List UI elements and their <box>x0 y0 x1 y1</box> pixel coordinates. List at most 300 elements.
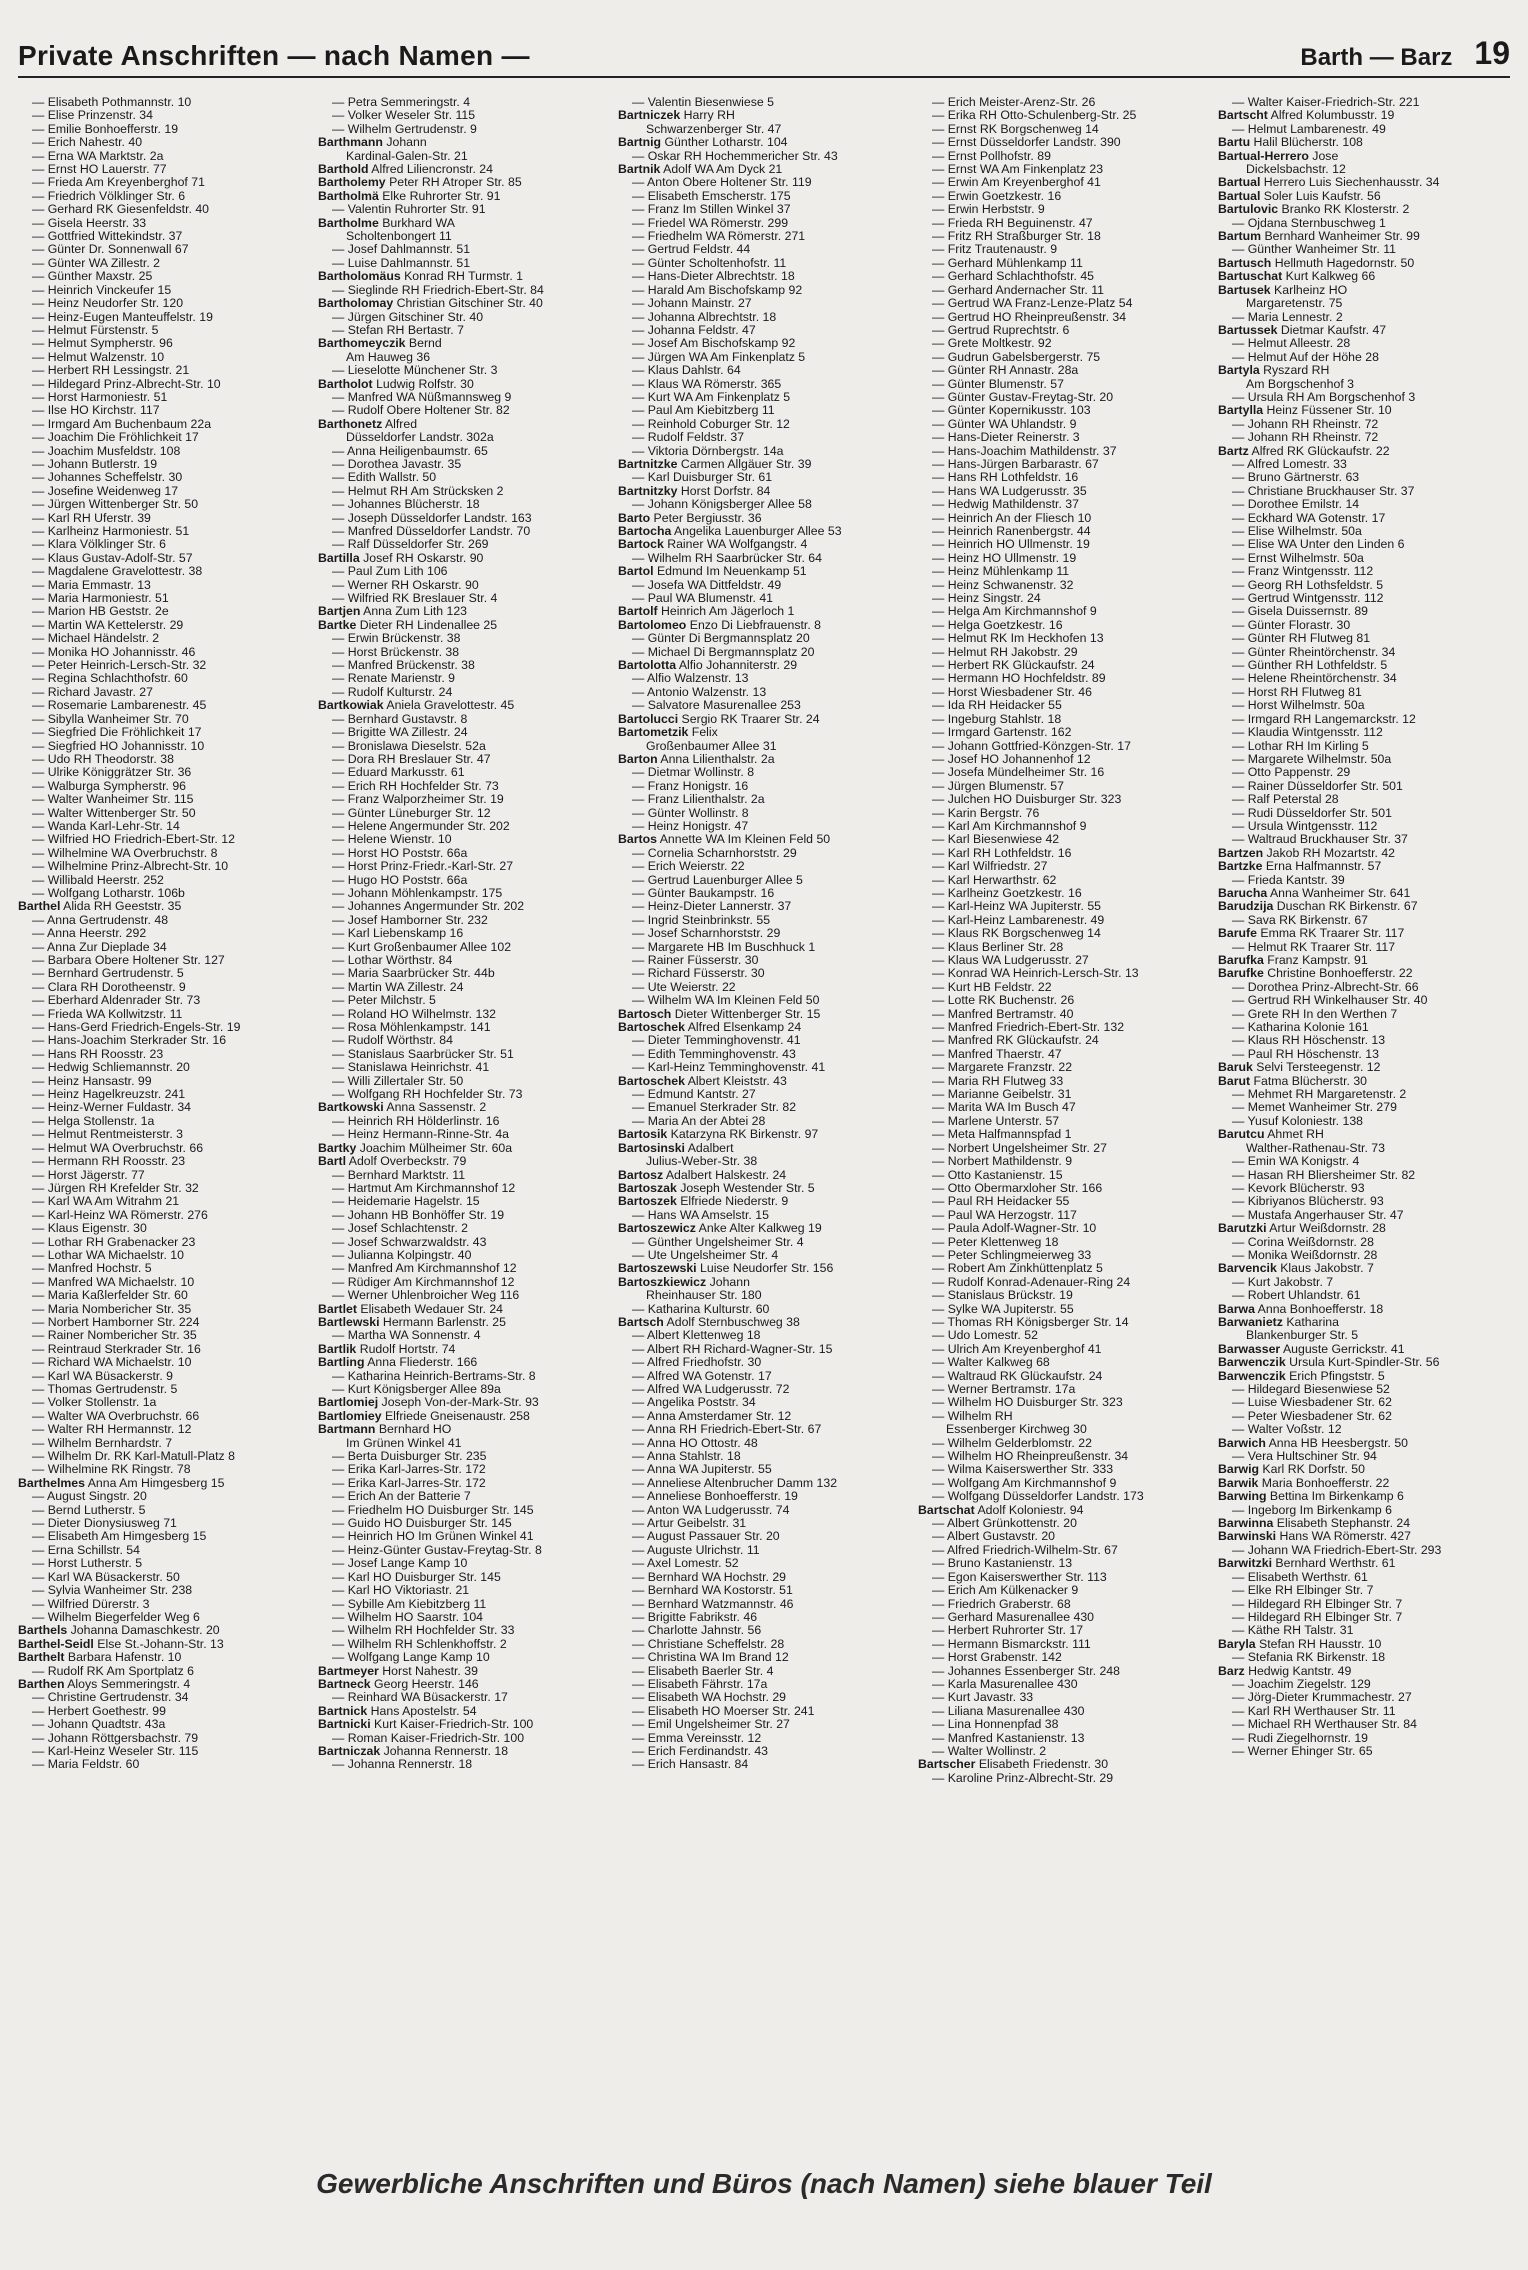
directory-entry: — Charlotte Jahnstr. 56 <box>632 1624 762 1638</box>
directory-entry: — Gertrud Wintgensstr. 112 <box>1232 592 1384 606</box>
directory-entry: Bartsch Adolf Sternbuschweg 38 <box>618 1315 800 1329</box>
directory-entry: — Günter Dr. Sonnenwall 67 <box>32 243 189 257</box>
name-range: Barth — Barz <box>1300 44 1453 71</box>
directory-entry: — Katharina Heinrich-Bertrams-Str. 8 <box>332 1369 536 1383</box>
directory-entry: — Anna WA Jupiterstr. 55 <box>632 1463 772 1477</box>
directory-entry: — Helga Am Kirchmannshof 9 <box>932 605 1097 619</box>
directory-entry: — Josef Dahlmannstr. 51 <box>332 243 471 257</box>
directory-entry: Bartscher Elisabeth Friedenstr. 30 <box>918 1758 1109 1772</box>
directory-entry: — Konrad WA Heinrich-Lersch-Str. 13 <box>932 967 1139 981</box>
directory-column <box>918 96 1210 1785</box>
directory-entry: — Roland HO Wilhelmstr. 132 <box>332 1007 497 1021</box>
directory-entry: — Hermann Bismarckstr. 111 <box>932 1637 1091 1651</box>
directory-entry: — Michael Händelstr. 2 <box>32 632 160 646</box>
directory-entry: Bartscht Alfred Kolumbusstr. 19 <box>1218 109 1395 123</box>
surname: Barufe <box>1218 927 1257 941</box>
directory-entry: — Wilhelm Bernhardstr. 7 <box>32 1436 173 1450</box>
directory-entry: Barucha Anna Wanheimer Str. 641 <box>1218 886 1411 900</box>
surname: Bartke <box>318 618 357 632</box>
directory-entry: — Erich Meister-Arenz-Str. 26 <box>932 96 1096 109</box>
directory-entry: — Erwin Herbststr. 9 <box>932 203 1045 217</box>
directory-entry: Barthonetz Alfred <box>318 417 418 431</box>
directory-entry: Barwasser Auguste Gerrickstr. 41 <box>1218 1342 1405 1356</box>
directory-entry: — Kibriyanos Blücherstr. 93 <box>1232 1195 1384 1209</box>
directory-entry: — Erika Karl-Jarres-Str. 172 <box>332 1463 486 1477</box>
surname: Bartmann <box>318 1423 376 1437</box>
directory-entry: — Anton Obere Holtener Str. 119 <box>632 176 812 190</box>
directory-entry: — Emilie Bonhoefferstr. 19 <box>32 122 179 136</box>
directory-entry: — Liliana Masurenallee 430 <box>932 1704 1085 1718</box>
directory-entry: — Erna WA Marktstr. 2a <box>32 149 164 163</box>
directory-entry: Julius-Weber-Str. 38 <box>646 1155 758 1169</box>
page-number: 19 <box>1474 35 1510 71</box>
directory-entry: Barwinski Hans WA Römerstr. 427 <box>1218 1530 1411 1544</box>
directory-entry: — Ingeburg Stahlstr. 18 <box>932 712 1062 726</box>
directory-entry: — Michael Di Bergmannsplatz 20 <box>632 645 815 659</box>
directory-entry: — Manfred Am Kirchmannshof 12 <box>332 1262 517 1276</box>
directory-entry: — Erich Am Külkenacker 9 <box>932 1584 1079 1598</box>
directory-entry: — Karl Liebenskamp 16 <box>332 927 464 941</box>
directory-entry: — Johann Quadtstr. 43a <box>32 1718 166 1732</box>
directory-entry: — Lotte RK Buchenstr. 26 <box>932 994 1075 1008</box>
directory-entry: — Günter Blumenstr. 57 <box>932 377 1064 391</box>
directory-entry: — Wolfgang Lange Kamp 10 <box>332 1651 490 1665</box>
surname: Bartolomeo <box>618 618 687 632</box>
directory-entry: — Rudi Düsseldorfer Str. 501 <box>1232 806 1392 820</box>
directory-entry: — Dora RH Breslauer Str. 47 <box>332 752 491 766</box>
surname: Barthen <box>18 1677 65 1691</box>
surname: Barwitzki <box>1218 1557 1272 1571</box>
directory-entry: — Norbert Mathildenstr. 9 <box>932 1155 1073 1169</box>
directory-entry: — Ute Ungelsheimer Str. 4 <box>632 1248 779 1262</box>
directory-entry: — Helmut RK Im Heckhofen 13 <box>932 632 1104 646</box>
directory-entry: — Bernhard WA Kostorstr. 51 <box>632 1584 793 1598</box>
surname: Bartosinski <box>618 1141 685 1155</box>
directory-entry: — Emanuel Sterkrader Str. 82 <box>632 1101 797 1115</box>
directory-entry: — Heinz Mühlenkamp 11 <box>932 565 1070 579</box>
directory-entry: — Wilhelmine WA Overbruchstr. 8 <box>32 846 218 860</box>
directory-entry: — Salvatore Masurenallee 253 <box>632 699 801 713</box>
directory-entry: — Gertrud Ruprechtstr. 6 <box>932 323 1070 337</box>
directory-entry: Bartholot Ludwig Rolfstr. 30 <box>318 377 474 391</box>
directory-entry: — Alfred Lomestr. 33 <box>1232 457 1347 471</box>
directory-entry: — Marlene Unterstr. 57 <box>932 1114 1060 1128</box>
directory-entry: — Gudrun Gabelsbergerstr. 75 <box>932 350 1101 364</box>
directory-entry: — Johanna Feldstr. 47 <box>632 323 756 337</box>
directory-entry: Barwig Karl RK Dorfstr. 50 <box>1218 1463 1365 1477</box>
directory-entry: — Erna Schillstr. 54 <box>32 1543 140 1557</box>
directory-entry: — Gerhard Masurenallee 430 <box>932 1610 1094 1624</box>
directory-entry: — Helmut Rentmeisterstr. 3 <box>32 1128 184 1142</box>
directory-entry: — Hans RH Lothfeldstr. 16 <box>932 471 1079 485</box>
directory-entry: — Karl WA Büsackerstr. 50 <box>32 1570 180 1584</box>
directory-entry: Bartniczek Harry RH <box>618 109 735 123</box>
surname: Bartusch <box>1218 256 1272 270</box>
surname: Bartoschek <box>618 1021 685 1035</box>
directory-entry: — Horst Lutherstr. 5 <box>32 1557 143 1571</box>
directory-entry: — Johann WA Friedrich-Ebert-Str. 293 <box>1232 1543 1442 1557</box>
directory-entry: — Otto Kastanienstr. 15 <box>932 1168 1063 1182</box>
directory-entry: Bartlet Elisabeth Wedauer Str. 24 <box>318 1302 504 1316</box>
directory-entry: — Manfred Bertramstr. 40 <box>932 1007 1074 1021</box>
surname: Bartnig <box>618 136 662 150</box>
directory-entry: — Klaus WA Ludgerusstr. 27 <box>932 954 1089 967</box>
surname: Bartscht <box>1218 109 1268 123</box>
directory-entry: Bartual Soler Luis Kaufstr. 56 <box>1218 189 1381 203</box>
directory-entry: — Sybille Am Kiebitzberg 11 <box>332 1597 487 1611</box>
surname: Barufka <box>1218 954 1264 967</box>
directory-entry: — Paul Zum Lith 106 <box>332 565 448 579</box>
directory-entry: — Erika RH Otto-Schulenberg-Str. 25 <box>932 109 1137 123</box>
directory-entry: — Helmut Walzenstr. 10 <box>32 350 165 364</box>
directory-entry: — Karlheinz Goetzkestr. 16 <box>932 886 1082 900</box>
directory-entry: — Johannes Essenberger Str. 248 <box>932 1664 1120 1678</box>
surname: Barwig <box>1218 1463 1259 1477</box>
directory-entry: — Dietmar Wollinstr. 8 <box>632 766 755 780</box>
directory-column <box>318 96 610 1785</box>
directory-entry: — Paul Am Kiebitzberg 11 <box>632 404 775 418</box>
directory-entry: — Berta Duisburger Str. 235 <box>332 1450 487 1464</box>
directory-entry: Bartilla Josef RH Oskarstr. 90 <box>318 551 484 565</box>
surname: Bartnitzke <box>618 457 678 471</box>
directory-entry: Bartoszewski Luise Neudorfer Str. 156 <box>618 1262 834 1276</box>
directory-entry: Düsseldorfer Landstr. 302a <box>346 431 494 445</box>
surname: Barwinski <box>1218 1530 1277 1544</box>
directory-entry: Barwich Anna HB Heesbergstr. 50 <box>1218 1436 1409 1450</box>
directory-entry: — Heinz Singstr. 24 <box>932 592 1041 606</box>
directory-entry: — Julianna Kolpingstr. 40 <box>332 1248 472 1262</box>
directory-entry: Barthomeyczik Bernd <box>318 337 442 351</box>
directory-entry: — Johann Gottfried-Könzgen-Str. 17 <box>932 739 1131 753</box>
directory-entry: — Helga Goetzkestr. 16 <box>932 618 1063 632</box>
surname: Barwanietz <box>1218 1315 1283 1329</box>
directory-entry: — Heinz-Dieter Lannerstr. 37 <box>632 900 792 914</box>
directory-entry: — Clara RH Dorotheenstr. 9 <box>32 980 186 994</box>
directory-entry: — Karl HO Duisburger Str. 145 <box>332 1570 501 1584</box>
surname: Bartling <box>318 1356 365 1370</box>
directory-entry: Barwenczik Erich Pfingststr. 5 <box>1218 1369 1385 1383</box>
directory-entry: — Joachim Die Fröhlichkeit 17 <box>32 431 199 445</box>
directory-entry: — Rainer Nombericher Str. 35 <box>32 1329 197 1343</box>
directory-entry: — Erwin Goetzkestr. 16 <box>932 189 1062 203</box>
directory-entry: Bartneck Georg Heerstr. 146 <box>318 1677 479 1691</box>
directory-entry: Bartke Dieter RH Lindenallee 25 <box>318 618 498 632</box>
directory-entry: — Manfred Hochstr. 5 <box>32 1262 152 1276</box>
directory-entry: — Anton WA Ludgerusstr. 74 <box>632 1503 790 1517</box>
surname: Bartnik <box>618 163 661 177</box>
directory-entry: — Karl Wilfriedstr. 27 <box>932 860 1048 874</box>
surname: Bartlet <box>318 1302 357 1316</box>
directory-entry: — Hans WA Ludgerusstr. 35 <box>932 484 1087 498</box>
directory-entry: — Horst Jägerstr. 77 <box>32 1168 145 1182</box>
directory-entry: — Ursula RH Am Borgschenhof 3 <box>1232 390 1416 404</box>
directory-entry: — Katharina Kulturstr. 60 <box>632 1302 770 1316</box>
directory-entry: — Katharina Kolonie 161 <box>1232 1021 1369 1035</box>
directory-entry: — Dieter Temminghovenstr. 41 <box>632 1034 801 1048</box>
directory-entry: — Elke RH Elbinger Str. 7 <box>1232 1584 1374 1598</box>
directory-entry: — Harald Am Bischofskamp 92 <box>632 283 803 297</box>
directory-entry: — Günter Kopernikusstr. 103 <box>932 404 1091 418</box>
directory-entry: — Jürgen Wittenberger Str. 50 <box>32 498 199 512</box>
surname: Bartlomiej <box>318 1396 379 1410</box>
directory-entry: — Edith Temminghovenstr. 43 <box>632 1047 796 1061</box>
directory-entry: — Hasan RH Bliersheimer Str. 82 <box>1232 1168 1416 1182</box>
directory-entry: — Erich An der Batterie 7 <box>332 1490 471 1504</box>
directory-entry: Barton Anna Lilienthalstr. 2a <box>618 752 775 766</box>
directory-entry: Bartmann Bernhard HO <box>318 1423 452 1437</box>
directory-entry: — Günther Maxstr. 25 <box>32 270 153 284</box>
directory-entry: — Joachim Musfeldstr. 108 <box>32 444 181 458</box>
directory-entry: Bartolomeo Enzo Di Liebfrauenstr. 8 <box>618 618 821 632</box>
directory-entry: — Otto Obermarxloher Str. 166 <box>932 1181 1103 1195</box>
directory-entry: — Manfred RK Glückaufstr. 24 <box>932 1034 1099 1048</box>
directory-entry: — Günter WA Uhlandstr. 9 <box>932 417 1077 431</box>
directory-entry: — Wolfgang RH Hochfelder Str. 73 <box>332 1088 523 1102</box>
directory-entry: Im Grünen Winkel 41 <box>346 1436 462 1450</box>
directory-entry: — Walter Kalkweg 68 <box>932 1356 1050 1370</box>
directory-entry: — Margarete HB Im Buschhuck 1 <box>632 940 816 954</box>
surname: Barucha <box>1218 886 1268 900</box>
directory-entry: Bartkowski Anna Sassenstr. 2 <box>318 1101 487 1115</box>
directory-entry: — Maria Harmoniestr. 51 <box>32 592 169 606</box>
directory-entry: — Marianne Geibelstr. 31 <box>932 1088 1072 1102</box>
directory-entry: Bartnig Günther Lotharstr. 104 <box>618 136 788 150</box>
page-header <box>18 22 1510 72</box>
directory-entry: — Lina Honnenpfad 38 <box>932 1718 1059 1732</box>
directory-entry: Bartlomiej Joseph Von-der-Mark-Str. 93 <box>318 1396 539 1410</box>
directory-entry: — Emma Vereinsstr. 12 <box>632 1731 762 1745</box>
directory-entry: — Maria Lennestr. 2 <box>1232 310 1343 324</box>
directory-entry: — Volker Weseler Str. 115 <box>332 109 476 123</box>
directory-entry: — Mustafa Angerhauser Str. 47 <box>1232 1208 1404 1222</box>
directory-entry: Bartusek Karlheinz HO <box>1218 283 1348 297</box>
directory-entry: Barvencik Klaus Jakobstr. 7 <box>1218 1262 1374 1276</box>
directory-entry: — Jörg-Dieter Krummachestr. 27 <box>1232 1691 1412 1705</box>
directory-entry: Bartock Rainer WA Wolfgangstr. 4 <box>618 538 808 552</box>
directory-entry: — Johann HB Bonhöffer Str. 19 <box>332 1208 505 1222</box>
directory-entry: — Gertrud RH Winkelhauser Str. 40 <box>1232 994 1428 1008</box>
surname: Baruk <box>1218 1061 1253 1075</box>
directory-entry: — Heidemarie Hagelstr. 15 <box>332 1195 480 1209</box>
directory-entry: Bartnick Hans Apostelstr. 54 <box>318 1704 477 1718</box>
directory-entry: Bartosz Adalbert Halskestr. 24 <box>618 1168 787 1182</box>
directory-entry: — Karin Bergstr. 76 <box>932 806 1040 820</box>
directory-entry: Barwanietz Katharina <box>1218 1315 1339 1329</box>
directory-entry: — Helga Stollenstr. 1a <box>32 1114 155 1128</box>
directory-entry: — Kurt Großenbaumer Allee 102 <box>332 940 512 954</box>
directory-entry: — Helene Rheintörchenstr. 34 <box>1232 672 1397 686</box>
directory-entry: Bartling Anna Fliederstr. 166 <box>318 1356 478 1370</box>
footer-note: Gewerbliche Anschriften und Büros (nach Namen) siehe blauer Teil <box>316 2168 1212 2199</box>
directory-entry: — Günter Rheintörchenstr. 34 <box>1232 645 1396 659</box>
directory-entry: — Kurt Javastr. 33 <box>932 1691 1034 1705</box>
surname: Barthmann <box>318 136 383 150</box>
directory-entry: — Waltraud RK Glückaufstr. 24 <box>932 1369 1103 1383</box>
directory-entry: — Anna Stahlstr. 18 <box>632 1450 741 1464</box>
directory-entry: — Walburga Sympherstr. 96 <box>32 779 186 793</box>
surname: Bartneck <box>318 1677 371 1691</box>
directory-entry: Rheinhauser Str. 180 <box>646 1289 762 1303</box>
directory-entry: — Günter WA Zillestr. 2 <box>32 256 161 270</box>
directory-entry: Bartocha Angelika Lauenburger Allee 53 <box>618 525 842 538</box>
surname: Bartl <box>318 1155 347 1169</box>
directory-entry: — Helmut Auf der Höhe 28 <box>1232 350 1379 364</box>
directory-entry: — Heinz-Werner Fuldastr. 34 <box>32 1101 192 1115</box>
directory-entry: — Grete Moltkestr. 92 <box>932 337 1052 351</box>
surname: Bartlomiey <box>318 1409 382 1423</box>
directory-entry: — Gerhard Mühlenkamp 11 <box>932 256 1083 270</box>
directory-entry: — Albert Klettenweg 18 <box>632 1329 761 1343</box>
directory-entry: Barwa Anna Bonhoefferstr. 18 <box>1218 1302 1384 1316</box>
directory-entry: — Horst Wiesbadener Str. 46 <box>932 685 1092 699</box>
directory-entry: — Walter Wittenberger Str. 50 <box>32 806 196 820</box>
directory-entry: — Erich Weierstr. 22 <box>632 860 745 874</box>
directory-entry: — Gerhard Schlachthofstr. 45 <box>932 270 1094 284</box>
directory-entry: — Alfred WA Ludgerusstr. 72 <box>632 1383 790 1396</box>
directory-entry: — August Passauer Str. 20 <box>632 1530 780 1544</box>
directory-entry: Bartoszewicz Anke Alter Kalkweg 19 <box>618 1222 822 1236</box>
directory-column <box>618 96 910 1785</box>
directory-entry: — Gerhard RK Giesenfeldstr. 40 <box>32 203 210 217</box>
directory-entry: — Elise WA Unter den Linden 6 <box>1232 538 1405 552</box>
surname: Barwenczik <box>1218 1369 1286 1383</box>
directory-entry: — Dieter Dionysiusweg 71 <box>32 1517 177 1531</box>
directory-entry: — Ilse HO Kirchstr. 117 <box>32 404 160 418</box>
directory-entry: — Kurt Königsberger Allee 89a <box>332 1383 501 1396</box>
directory-entry: — Hans-Dieter Reinerstr. 3 <box>932 431 1080 445</box>
directory-entry: — Wilhelm Dr. RK Karl-Matull-Platz 8 <box>32 1450 235 1464</box>
directory-entry: — Helmut RH Jakobstr. 29 <box>932 645 1078 659</box>
directory-entry: — Georg RH Lothsfeldstr. 5 <box>1232 578 1384 592</box>
directory-entry: — Gertrud HO Rheinpreußenstr. 34 <box>932 310 1127 324</box>
directory-entry: Bartholomay Christian Gitschiner Str. 40 <box>318 297 543 311</box>
directory-entry: — Horst Brückenstr. 38 <box>332 645 460 659</box>
directory-entry: — Helene Angermunder Str. 202 <box>332 819 510 833</box>
surname: Bartlik <box>318 1342 357 1356</box>
directory-entry: Bartometzik Felix <box>618 726 718 740</box>
surname: Bartock <box>618 538 664 552</box>
directory-entry: Barthel Alida RH Geeststr. 35 <box>18 900 182 914</box>
directory-entry: — Heinz Honigstr. 47 <box>632 819 749 833</box>
directory-entry: — Anna Heerstr. 292 <box>32 927 147 941</box>
directory-entry: — Ursula Wintgensstr. 112 <box>1232 819 1378 833</box>
directory-entry: — Joseph Düsseldorfer Landstr. 163 <box>332 511 532 525</box>
directory-entry: — Bronislawa Dieselstr. 52a <box>332 739 486 753</box>
directory-entry: — Walter RH Hermannstr. 12 <box>32 1423 192 1437</box>
directory-entry: — Ingeborg Im Birkenkamp 6 <box>1232 1503 1392 1517</box>
directory-entry: Margaretenstr. 75 <box>1246 297 1343 311</box>
surname: Bartum <box>1218 230 1262 244</box>
directory-entry: — Ernst WA Am Finkenplatz 23 <box>932 163 1104 177</box>
directory-entry: — Lothar RH Im Kirling 5 <box>1232 739 1369 753</box>
directory-entry: Walther-Rathenau-Str. 73 <box>1246 1141 1385 1155</box>
surname: Bartholemy <box>318 176 386 190</box>
directory-entry: — Hugo HO Poststr. 66a <box>332 873 468 887</box>
directory-entry: — Helmut Sympherstr. 96 <box>32 337 173 351</box>
directory-entry: — Manfred WA Nüßmannsweg 9 <box>332 390 512 404</box>
directory-entry: — Johann RH Rheinstr. 72 <box>1232 431 1379 445</box>
directory-entry: — Jürgen RH Krefelder Str. 32 <box>32 1181 199 1195</box>
surname: Bartz <box>1218 444 1249 458</box>
directory-entry: — Werner Bertramstr. 17a <box>932 1383 1076 1396</box>
directory-entry: — Hermann HO Hochfeldstr. 89 <box>932 672 1106 686</box>
directory-entry: — Julchen HO Duisburger Str. 323 <box>932 793 1122 807</box>
directory-entry: Barufka Franz Kampstr. 91 <box>1218 954 1368 967</box>
directory-entry: — Anna Gertrudenstr. 48 <box>32 913 169 927</box>
directory-entry: — Hartmut Am Kirchmannshof 12 <box>332 1181 516 1195</box>
directory-entry: — Sibylla Wanheimer Str. 70 <box>32 712 189 726</box>
surname: Bartolotta <box>618 659 677 673</box>
surname: Bartkowski <box>318 1101 384 1115</box>
directory-entry: — Rainer Füsserstr. 30 <box>632 954 759 967</box>
directory-entry: — Dorothee Emilstr. 14 <box>1232 498 1360 512</box>
directory-entry: — Friedhelm HO Duisburger Str. 145 <box>332 1503 534 1517</box>
directory-entry: — Klaus Gustav-Adolf-Str. 57 <box>32 551 193 565</box>
surname: Bartolucci <box>618 712 679 726</box>
directory-entry: — Günther Ungelsheimer Str. 4 <box>632 1235 804 1249</box>
directory-entry: — Gisela Duissernstr. 89 <box>1232 605 1368 619</box>
directory-entry: — Sylke WA Jupiterstr. 55 <box>932 1302 1074 1316</box>
directory-entry: Barthelmes Anna Am Himgesberg 15 <box>18 1476 225 1490</box>
surname: Barthomeyczik <box>318 337 406 351</box>
directory-entry: — Michael RH Werthauser Str. 84 <box>1232 1718 1417 1732</box>
directory-entry: — Klaus WA Römerstr. 365 <box>632 377 782 391</box>
directory-entry: — Gerhard Andernacher Str. 11 <box>932 283 1105 297</box>
directory-entry: — Volker Stollenstr. 1a <box>32 1396 157 1410</box>
directory-entry: — Luise Dahlmannstr. 51 <box>332 256 471 270</box>
directory-entry: — Lothar WA Michaelstr. 10 <box>32 1248 184 1262</box>
directory-entry: — Manfred Brückenstr. 38 <box>332 659 475 673</box>
surname: Barthels <box>18 1624 68 1638</box>
directory-entry: Bartschat Adolf Koloniestr. 94 <box>918 1503 1084 1517</box>
directory-entry: — Erich Hansastr. 84 <box>632 1758 749 1772</box>
directory-entry: — Erich RH Hochfelder Str. 73 <box>332 779 499 793</box>
directory-entry: — Hans-Gerd Friedrich-Engels-Str. 19 <box>32 1021 241 1035</box>
directory-entry: — Hedwig Schliemannstr. 20 <box>32 1061 190 1075</box>
directory-column <box>18 96 310 1785</box>
directory-entry: Bartyla Ryszard RH <box>1218 364 1330 378</box>
directory-entry: — Rosemarie Lambarenestr. 45 <box>32 699 207 713</box>
directory-entry: — Jürgen Blumenstr. 57 <box>932 779 1064 793</box>
directory-entry: Barufe Emma RK Traarer Str. 117 <box>1218 927 1405 941</box>
directory-entry: — Richard Füsserstr. 30 <box>632 967 765 981</box>
directory-entry: — Rudi Ziegelhornstr. 19 <box>1232 1731 1369 1745</box>
directory-entry: — Maria Feldstr. 60 <box>32 1758 140 1772</box>
directory-entry: — Günter Florastr. 30 <box>1232 618 1351 632</box>
directory-entry: Schwarzenberger Str. 47 <box>646 122 782 136</box>
directory-entry: — Manfred Kastanienstr. 13 <box>932 1731 1085 1745</box>
directory-entry: — Stefan RH Bertastr. 7 <box>332 323 464 337</box>
surname: Bartkowiak <box>318 699 384 713</box>
directory-entry: — Stanislaus Brückstr. 19 <box>932 1289 1073 1303</box>
directory-entry: — Emil Ungelsheimer Str. 27 <box>632 1718 790 1732</box>
directory-entry: — Johanna Rennerstr. 18 <box>332 1758 473 1772</box>
directory-entry: — Maria RH Flutweg 33 <box>932 1074 1064 1088</box>
directory-entry: — Karl HO Viktoriastr. 21 <box>332 1584 470 1598</box>
directory-entry: — Johann Mainstr. 27 <box>632 297 752 311</box>
directory-entry: — Valentin Ruhrorter Str. 91 <box>332 203 486 217</box>
surname: Barthelmes <box>18 1476 85 1490</box>
surname: Bartylla <box>1218 404 1264 418</box>
directory-entry: — Robert Am Zinkhüttenplatz 5 <box>932 1262 1103 1276</box>
directory-entry: — Udo Lomestr. 52 <box>932 1329 1038 1343</box>
directory-entry: — Heinz Hagelkreuzstr. 241 <box>32 1088 186 1102</box>
directory-entry: Bartual Herrero Luis Siechenhausstr. 34 <box>1218 176 1440 190</box>
directory-entry: — Frieda WA Kollwitzstr. 11 <box>32 1007 183 1021</box>
surname: Barwik <box>1218 1476 1259 1490</box>
directory-entry: — Helene Wienstr. 10 <box>332 833 452 847</box>
directory-entry: — Margarete Wilhelmstr. 50a <box>1232 752 1392 766</box>
